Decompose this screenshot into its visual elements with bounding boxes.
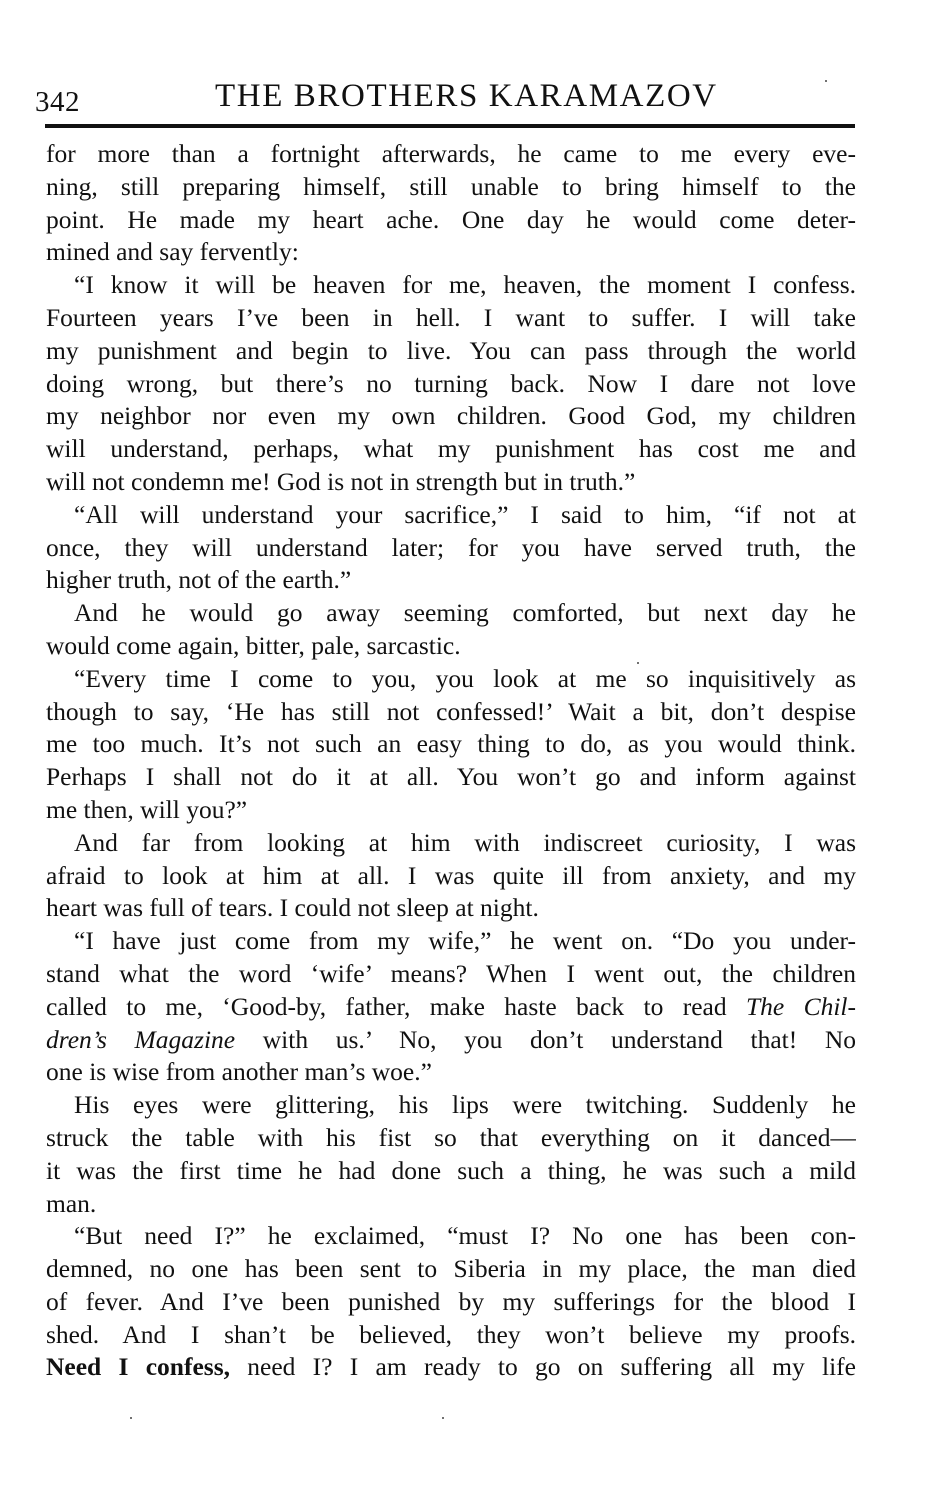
scan-speck — [825, 80, 827, 82]
italic-text: dren’s Magazine — [46, 1024, 236, 1054]
text-line: man. — [46, 1188, 97, 1218]
italic-text: The Chil- — [745, 991, 856, 1021]
text-run: need I? I am ready to go on suffering all my life — [230, 1352, 856, 1382]
text-line: stand what the word ‘wife’ means? When I went out, the children — [46, 958, 856, 988]
text-line: “But need I?” he exclaimed, “must I? No one has been con- — [74, 1221, 856, 1251]
text-line: “I know it will be heaven for me, heaven, the moment I confess. — [74, 270, 856, 300]
text-line: shed. And I shan’t be believed, they won’t believe my proofs. — [46, 1319, 856, 1349]
header-rule — [45, 124, 855, 128]
text-line: though to say, ‘He has still not confessed!’ Wait a bit, don’t despise — [46, 696, 856, 726]
text-line: once, they will understand later; for you have served truth, the — [46, 532, 856, 562]
text-line: afraid to look at him at all. I was quite ill from anxiety, and my — [46, 860, 856, 890]
page-number: 342 — [35, 86, 80, 118]
text-line: heart was full of tears. I could not sleep at night. — [46, 893, 539, 923]
text-line: And far from looking at him with indiscreet curiosity, I was — [74, 827, 856, 857]
text-line: Fourteen years I’ve been in hell. I want to suffer. I will take — [46, 302, 856, 332]
text-line: will not condemn me! God is not in strength but in truth.” — [46, 466, 636, 496]
text-line: ning, still preparing himself, still unable to bring himself to the — [46, 171, 856, 201]
bold-text: Need I confess, — [46, 1352, 230, 1382]
text-line: His eyes were glittering, his lips were twitching. Suddenly he — [74, 1090, 856, 1120]
text-line: mined and say fervently: — [46, 237, 299, 267]
text-line: “All will understand your sacrifice,” I said to him, “if not at — [74, 499, 856, 529]
body-text — [46, 138, 856, 1384]
text-line: Perhaps I shall not do it at all. You won’t go and inform against — [46, 762, 856, 792]
text-run: with us.’ No, you don’t understand that! No — [235, 1024, 856, 1054]
text-line: And he would go away seeming comforted, but next day he — [74, 598, 856, 628]
scan-speck — [130, 1417, 132, 1419]
text-run: called to me, ‘Good-by, father, make haste back to read — [46, 991, 746, 1021]
running-head — [35, 74, 855, 120]
text-line: would come again, bitter, pale, sarcastic. — [46, 630, 461, 660]
text-line: point. He made my heart ache. One day he would come deter- — [46, 204, 856, 234]
text-line: demned, no one has been sent to Siberia in my place, the man died — [46, 1254, 856, 1284]
text-line: one is wise from another man’s woe.” — [46, 1057, 432, 1087]
text-line: me too much. It’s not such an easy thing to do, as you would think. — [46, 729, 856, 759]
text-line: “I have just come from my wife,” he went on. “Do you under- — [74, 926, 856, 956]
text-line: doing wrong, but there’s no turning back. Now I dare not love — [46, 368, 856, 398]
text-line: my punishment and begin to live. You can pass through the world — [46, 335, 856, 365]
text-line: of fever. And I’ve been punished by my sufferings for the blood I — [46, 1286, 856, 1316]
text-line — [46, 1351, 856, 1384]
text-line: struck the table with his fist so that everything on it danced— — [46, 1122, 856, 1152]
text-line: me then, will you?” — [46, 794, 248, 824]
text-line: will understand, perhaps, what my punishment has cost me and — [46, 434, 856, 464]
text-line — [46, 991, 856, 1024]
running-title: THE BROTHERS KARAMAZOV — [215, 78, 718, 114]
text-line: higher truth, not of the earth.” — [46, 565, 352, 595]
text-line: my neighbor nor even my own children. Good God, my children — [46, 401, 856, 431]
text-line: it was the first time he had done such a thing, he was such a mild — [46, 1155, 856, 1185]
scan-speck — [442, 1417, 444, 1419]
text-line — [46, 1024, 856, 1057]
scan-speck — [637, 662, 639, 664]
text-line: for more than a fortnight afterwards, he came to me every eve- — [46, 139, 856, 168]
text-line: “Every time I come to you, you look at me so inquisitively as — [74, 663, 856, 693]
